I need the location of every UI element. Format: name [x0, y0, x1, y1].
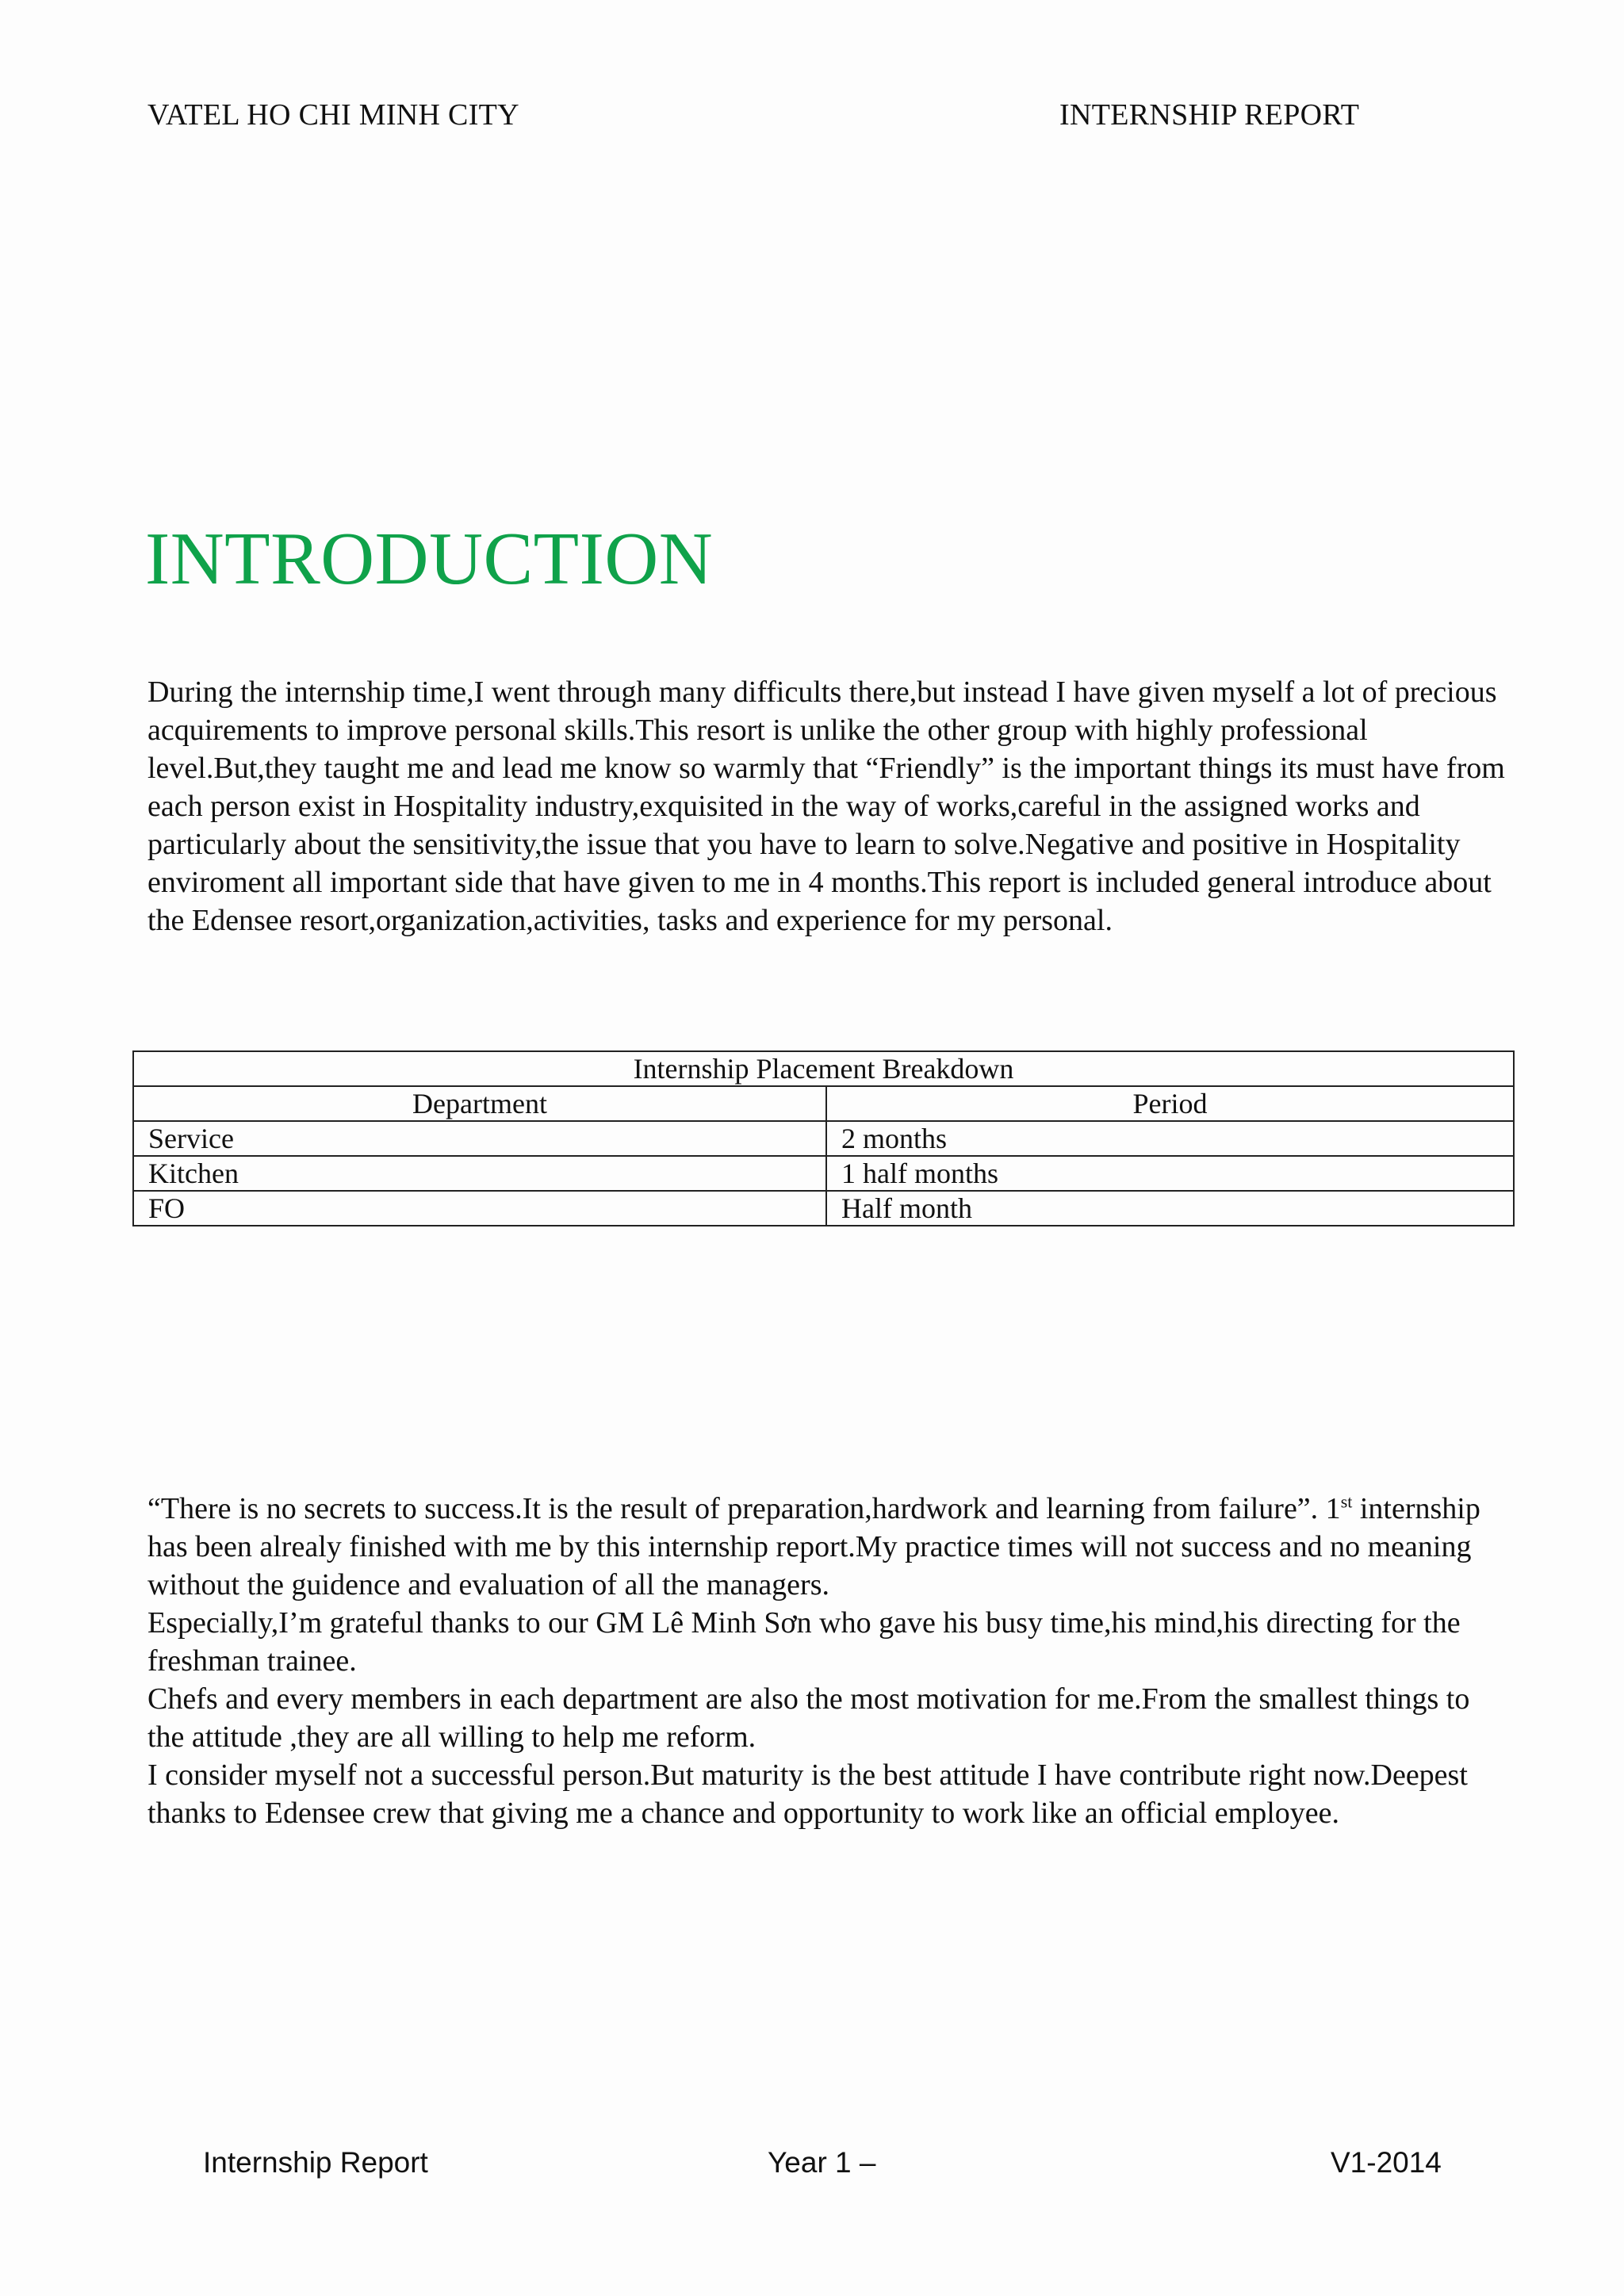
- footer-left: Internship Report: [203, 2146, 428, 2179]
- column-header-period: Period: [826, 1086, 1514, 1121]
- table-row: [133, 1156, 1514, 1191]
- ordinal-superscript: st: [1340, 1491, 1353, 1512]
- period-cell: 1 half months: [826, 1156, 1514, 1191]
- quote-rest: internship has been alrealy finished with me by this internship report.My practice times will not success and no meaning without the guidence and evaluation of all the managers.: [147, 1492, 1480, 1601]
- column-header-department: Department: [133, 1086, 826, 1121]
- table-caption: Internship Placement Breakdown: [133, 1051, 1514, 1086]
- table-row: [133, 1191, 1514, 1226]
- period-cell: Half month: [826, 1191, 1514, 1226]
- section-title: INTRODUCTION: [145, 518, 714, 600]
- department-cell: Service: [133, 1121, 826, 1156]
- department-cell: Kitchen: [133, 1156, 826, 1191]
- table-caption-row: [133, 1051, 1514, 1086]
- closing-paragraph-gm: Especially,I’m grateful thanks to our GM Lê Minh Sơn who gave his busy time,his mind,his directing for the freshman trainee.: [147, 1606, 1461, 1678]
- department-cell: FO: [133, 1191, 826, 1226]
- intro-paragraph: During the internship time,I went through many difficults there,but instead I have given myself a lot of precious acquirements to improve personal skills.This resort is unlike the other group with highly professional level.But,they taught me and lead me know so warmly that “Friendly” is the important things its must have from each person exist in Hospitality industry,exquisited in the way of works,careful in the assigned works and particularly about the sensitivity,the issue that you have to learn to solve.Negative and positive in Hospitality enviroment all important side that have given to me in 4 months.This report is included general introduce about the Edensee resort,organization,activities, tasks and experience for my personal.: [147, 675, 1505, 937]
- quote-line: “There is no secrets to success.It is the result of preparation,hardwork and learning from failure”. 1: [147, 1492, 1341, 1525]
- footer-right: V1-2014: [1331, 2146, 1442, 2179]
- closing-paragraph-chefs: Chefs and every members in each department are also the most motivation for me.From the smallest things to the attitude ,they are all willing to help me reform.: [147, 1682, 1470, 1754]
- table-header-row: [133, 1086, 1514, 1121]
- header-school-name: VATEL HO CHI MINH CITY: [147, 98, 519, 132]
- period-cell: 2 months: [826, 1121, 1514, 1156]
- table-row: [133, 1121, 1514, 1156]
- closing-text: [147, 1490, 1511, 1832]
- footer-center: Year 1 –: [768, 2146, 876, 2179]
- closing-paragraph-thanks: I consider myself not a successful person.But maturity is the best attitude I have contribute right now.Deepest thanks to Edensee crew that giving me a chance and opportunity to work like an official employee.: [147, 1758, 1468, 1830]
- placement-table: [132, 1050, 1515, 1226]
- closing-paragraph-quote: [147, 1490, 1511, 1604]
- header-report-title: INTERNSHIP REPORT: [1059, 98, 1360, 132]
